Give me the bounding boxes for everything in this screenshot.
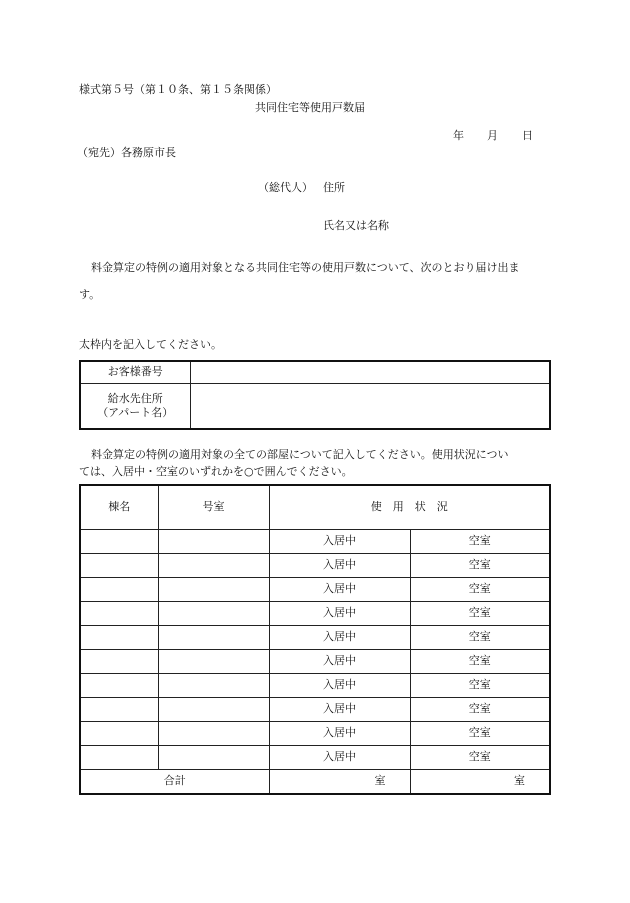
occupied-option[interactable]: 入居中 xyxy=(269,649,410,673)
occupied-option[interactable]: 入居中 xyxy=(269,553,410,577)
representative-label: （総代人） xyxy=(258,181,313,194)
table-row xyxy=(80,577,550,601)
total-label: 合計 xyxy=(80,769,269,794)
customer-info-table xyxy=(79,360,551,430)
vacant-option[interactable]: 空室 xyxy=(410,745,550,769)
building-cell[interactable] xyxy=(80,673,158,697)
total-vacant-field[interactable]: 室 xyxy=(410,769,550,794)
building-cell[interactable] xyxy=(80,649,158,673)
occupied-option[interactable]: 入居中 xyxy=(269,529,410,553)
total-occupied-field[interactable]: 室 xyxy=(269,769,410,794)
total-row xyxy=(80,769,550,794)
table-row xyxy=(80,553,550,577)
occupied-option[interactable]: 入居中 xyxy=(269,745,410,769)
table-row xyxy=(80,697,550,721)
table-row xyxy=(80,649,550,673)
vacant-option[interactable]: 空室 xyxy=(410,649,550,673)
building-cell[interactable] xyxy=(80,601,158,625)
addressee: （宛先）各務原市長 xyxy=(77,146,176,159)
building-cell[interactable] xyxy=(80,577,158,601)
building-cell[interactable] xyxy=(80,529,158,553)
room-cell[interactable] xyxy=(158,721,269,745)
table-row xyxy=(80,529,550,553)
representative-address-label: 住所 xyxy=(323,181,345,194)
occupied-option[interactable]: 入居中 xyxy=(269,625,410,649)
room-cell[interactable] xyxy=(158,745,269,769)
room-cell[interactable] xyxy=(158,577,269,601)
supply-address-label-line2: （アパート名） xyxy=(97,405,174,419)
header-status: 使 用 状 況 xyxy=(269,485,550,529)
building-cell[interactable] xyxy=(80,721,158,745)
supply-address-field[interactable] xyxy=(190,383,550,429)
vacant-option[interactable]: 空室 xyxy=(410,721,550,745)
form-number: 様式第５号（第１０条、第１５条関係） xyxy=(79,83,277,96)
vacant-option[interactable]: 空室 xyxy=(410,529,550,553)
vacant-option[interactable]: 空室 xyxy=(410,697,550,721)
occupied-option[interactable]: 入居中 xyxy=(269,721,410,745)
occupied-option[interactable]: 入居中 xyxy=(269,697,410,721)
table-row xyxy=(80,673,550,697)
customer-number-label: お客様番号 xyxy=(80,361,190,383)
document-title: 共同住宅等使用戸数届 xyxy=(255,101,365,114)
room-cell[interactable] xyxy=(158,553,269,577)
customer-number-field[interactable] xyxy=(190,361,550,383)
occupied-option[interactable]: 入居中 xyxy=(269,673,410,697)
supply-address-label xyxy=(80,383,190,429)
header-room: 号室 xyxy=(158,485,269,529)
occupied-option[interactable]: 入居中 xyxy=(269,577,410,601)
table-row xyxy=(80,625,550,649)
room-cell[interactable] xyxy=(158,673,269,697)
room-cell[interactable] xyxy=(158,601,269,625)
supply-address-label-line1: 給水先住所 xyxy=(107,392,163,405)
vacant-option[interactable]: 空室 xyxy=(410,553,550,577)
building-cell[interactable] xyxy=(80,697,158,721)
instruction: 太枠内を記入してください。 xyxy=(79,338,222,351)
room-cell[interactable] xyxy=(158,649,269,673)
room-cell[interactable] xyxy=(158,697,269,721)
occupied-option[interactable]: 入居中 xyxy=(269,601,410,625)
statement-line-2: す。 xyxy=(79,288,101,301)
vacant-option[interactable]: 空室 xyxy=(410,625,550,649)
table-row xyxy=(80,721,550,745)
date-year-label: 年 xyxy=(453,129,464,142)
note-line-1: 料金算定の特例の適用対象の全ての部屋について記入してください。使用状況につい xyxy=(91,448,509,461)
vacant-option[interactable]: 空室 xyxy=(410,601,550,625)
room-cell[interactable] xyxy=(158,529,269,553)
date-month-label: 月 xyxy=(487,129,498,142)
vacant-option[interactable]: 空室 xyxy=(410,577,550,601)
table-row xyxy=(80,745,550,769)
vacant-option[interactable]: 空室 xyxy=(410,673,550,697)
building-cell[interactable] xyxy=(80,745,158,769)
statement-line-1: 料金算定の特例の適用対象となる共同住宅等の使用戸数について、次のとおり届け出ま xyxy=(91,261,520,274)
usage-status-table xyxy=(79,484,551,795)
room-cell[interactable] xyxy=(158,625,269,649)
representative-name-label: 氏名又は名称 xyxy=(323,219,389,232)
building-cell[interactable] xyxy=(80,625,158,649)
table-row xyxy=(80,601,550,625)
date-day-label: 日 xyxy=(522,129,533,142)
header-building: 棟名 xyxy=(80,485,158,529)
building-cell[interactable] xyxy=(80,553,158,577)
note-line-2: ては、入居中・空室のいずれかを○で囲んでください。 xyxy=(79,465,353,478)
